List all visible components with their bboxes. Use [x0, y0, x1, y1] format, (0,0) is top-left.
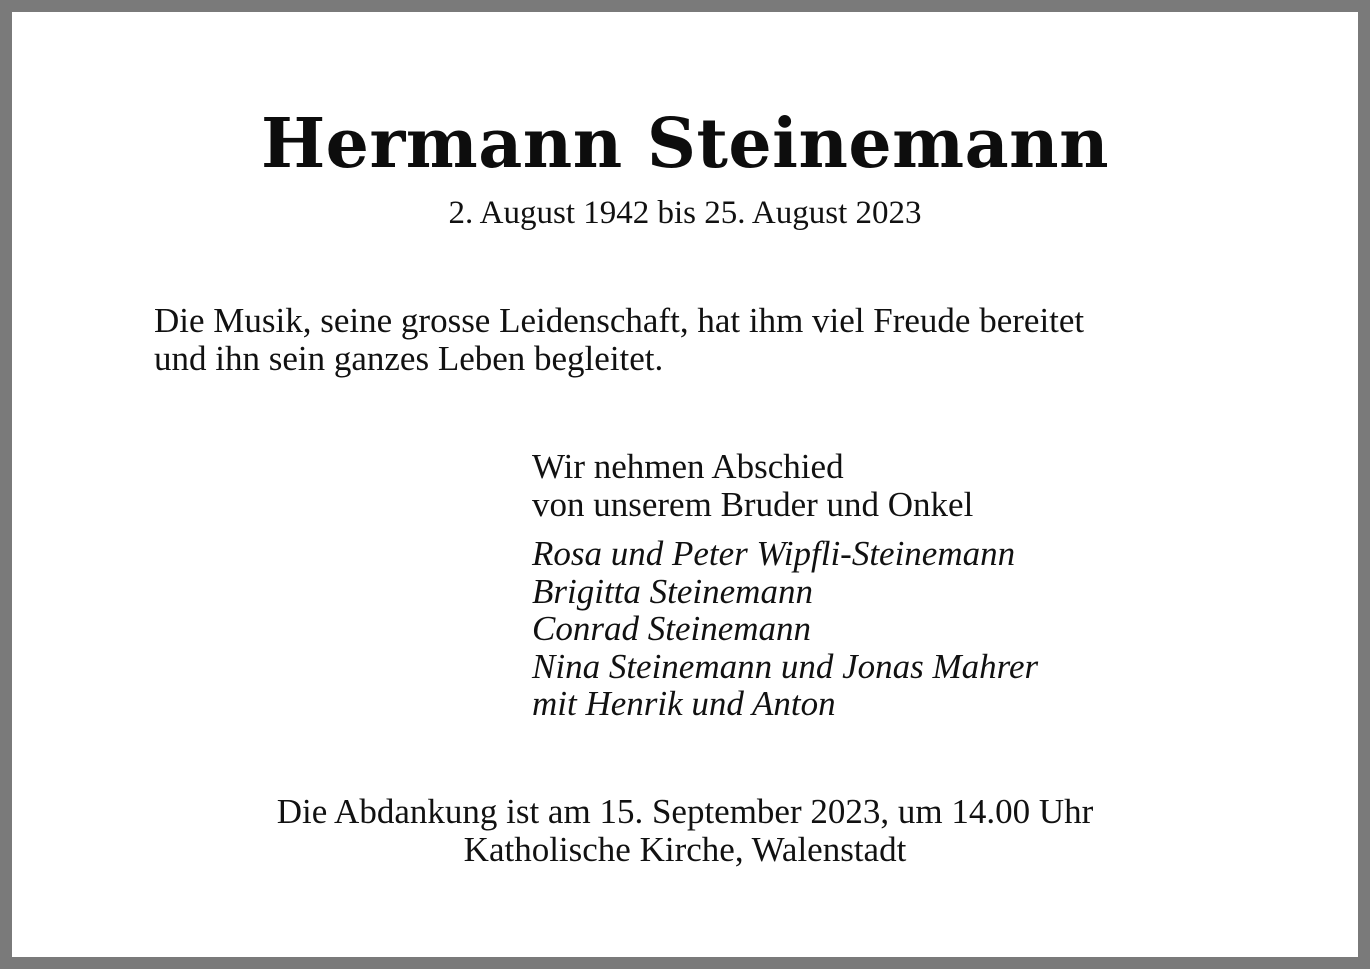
mourner-entry: Nina Steinemann und Jonas Mahrer [532, 646, 1039, 686]
deceased-name: Hermann Steinemann [260, 104, 1110, 184]
quote-line: Die Musik, seine grosse Leidenschaft, hat ihm viel Freude bereitet [154, 301, 1085, 340]
farewell-line: von unserem Bruder und Onkel [532, 485, 974, 524]
service-details [12, 793, 1358, 869]
farewell-text [532, 448, 973, 524]
obituary-page [12, 12, 1358, 957]
mourner-entry: mit Henrik und Anton [532, 684, 836, 723]
service-location-line: Katholische Kirche, Walenstadt [463, 830, 907, 869]
life-dates: 2. August 1942 bis 25. August 2023 [448, 195, 922, 231]
mourner-entry: Rosa und Peter Wipfli-Steinemann [532, 534, 1016, 573]
mourner-entry: Conrad Steinemann [532, 609, 812, 648]
service-date-line: Die Abdankung ist am 15. September 2023, um 14.00 Uhr [276, 792, 1094, 831]
farewell-line: Wir nehmen Abschied [532, 447, 844, 486]
quote-line: und ihn sein ganzes Leben begleitet. [154, 339, 664, 378]
mourner-entry: Brigitta Steinemann [532, 571, 813, 611]
memorial-quote [154, 302, 1084, 378]
mourners-list [532, 535, 1038, 723]
